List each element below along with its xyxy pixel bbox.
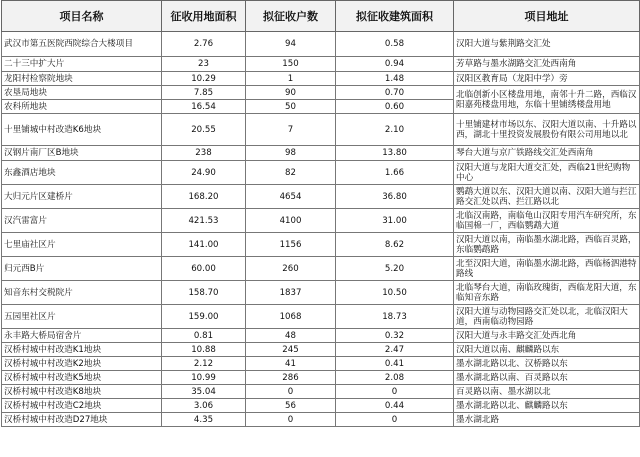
location-cell: 墨水湖北路以南、百灵路以东 [454,371,640,385]
households-cell: 1156 [246,233,336,257]
location-cell: 十里铺建材市场以东、汉阳大道以南、十升路以西，湖北十里投资发展股份有限公司用地以北 [454,114,640,146]
location-cell: 汉阳大道以南，南临墨水湖北路，西临百灵路，东临鹦鹉路 [454,233,640,257]
land-area-cell: 2.12 [162,357,246,371]
location-cell: 汉阳区教育局（龙阳中学）旁 [454,72,640,86]
land-area-cell: 20.55 [162,114,246,146]
location-cell: 百灵路以南、墨水湖以北 [454,385,640,399]
building-area-cell: 13.80 [336,146,454,161]
table-row [2,413,640,427]
location-cell: 北临汉南路，南临龟山汉阳专用汽车研究所，东临国棉一厂，西临鹦鹉大道 [454,209,640,233]
building-area-cell: 0.60 [336,100,454,114]
households-cell: 0 [246,385,336,399]
table-row [2,57,640,72]
land-area-cell: 24.90 [162,161,246,185]
building-area-cell: 0.70 [336,86,454,100]
land-area-cell: 10.99 [162,371,246,385]
project-name-cell: 汉桥村城中村改造D27地块 [2,413,162,427]
table-row [2,86,640,100]
location-cell: 汉阳大道以南、麒麟路以东 [454,343,640,357]
land-area-cell: 35.04 [162,385,246,399]
table-row [2,343,640,357]
project-name-cell: 十里铺城中村改造K6地块 [2,114,162,146]
land-area-cell: 23 [162,57,246,72]
header-project-name: 项目名称 [2,1,162,32]
project-name-cell: 农垦局地块 [2,86,162,100]
location-cell: 芳草路与墨水湖路交汇处西南角 [454,57,640,72]
project-name-cell: 汉桥村城中村改造K2地块 [2,357,162,371]
project-name-cell: 汉桥村城中村改造K5地块 [2,371,162,385]
location-cell: 琴台大道与京广铁路线交汇处西南角 [454,146,640,161]
land-area-cell: 10.88 [162,343,246,357]
land-area-cell: 159.00 [162,305,246,329]
location-cell: 墨水湖北路 [454,413,640,427]
land-area-cell: 141.00 [162,233,246,257]
header-households: 拟征收户数 [246,1,336,32]
land-area-cell: 158.70 [162,281,246,305]
building-area-cell: 0.44 [336,399,454,413]
table-row [2,32,640,57]
project-name-cell: 汉钢片南厂区B地块 [2,146,162,161]
building-area-cell: 18.73 [336,305,454,329]
households-cell: 150 [246,57,336,72]
households-cell: 82 [246,161,336,185]
table-row [2,399,640,413]
households-cell: 0 [246,413,336,427]
project-name-cell: 武汉市第五医院西院综合大楼项目 [2,32,162,57]
table-row [2,257,640,281]
building-area-cell: 0.58 [336,32,454,57]
land-area-cell: 16.54 [162,100,246,114]
building-area-cell: 1.48 [336,72,454,86]
project-name-cell: 汉桥村城中村改造K1地块 [2,343,162,357]
building-area-cell: 8.62 [336,233,454,257]
table-row [2,72,640,86]
households-cell: 98 [246,146,336,161]
land-area-cell: 10.29 [162,72,246,86]
table-row [2,305,640,329]
project-name-cell: 汉汽雷富片 [2,209,162,233]
location-cell: 墨水湖北路以北、麒麟路以东 [454,399,640,413]
households-cell: 4100 [246,209,336,233]
land-area-cell: 4.35 [162,413,246,427]
location-cell: 汉阳大道与龙阳大道交汇处，西临21世纪购物中心 [454,161,640,185]
project-name-cell: 东鑫酒店地块 [2,161,162,185]
project-name-cell: 大归元片区建桥片 [2,185,162,209]
building-area-cell: 10.50 [336,281,454,305]
land-area-cell: 7.85 [162,86,246,100]
project-name-cell: 农科所地块 [2,100,162,114]
table-row [2,371,640,385]
building-area-cell: 0 [336,413,454,427]
location-cell: 北临琴台大道，南临玫瑰街，西临龙阳大道，东临知音东路 [454,281,640,305]
project-name-cell: 汉桥村城中村改造K8地块 [2,385,162,399]
table-row [2,161,640,185]
project-name-cell: 二十三中扩大片 [2,57,162,72]
table-row [2,329,640,343]
households-cell: 245 [246,343,336,357]
table-row [2,114,640,146]
location-cell: 鹦鹉大道以东、汉阳大道以南、汉阳大道与拦江路交汇处以西、拦江路以北 [454,185,640,209]
building-area-cell: 1.66 [336,161,454,185]
building-area-cell: 0.32 [336,329,454,343]
households-cell: 1068 [246,305,336,329]
table-row [2,357,640,371]
header-row [2,1,640,32]
location-cell: 汉阳大道与紫荆路交汇处 [454,32,640,57]
building-area-cell: 2.08 [336,371,454,385]
land-area-cell: 0.81 [162,329,246,343]
households-cell: 94 [246,32,336,57]
land-area-cell: 168.20 [162,185,246,209]
table-row [2,233,640,257]
land-acquisition-table [1,0,640,427]
project-name-cell: 龙阳村检察院地块 [2,72,162,86]
households-cell: 7 [246,114,336,146]
households-cell: 41 [246,357,336,371]
location-cell: 汉阳大道与动物园路交汇处以北，北临汉阳大道，西南临动物园路 [454,305,640,329]
building-area-cell: 0 [336,385,454,399]
header-building-area: 拟征收建筑面积 [336,1,454,32]
table-body [2,32,640,427]
building-area-cell: 2.47 [336,343,454,357]
households-cell: 260 [246,257,336,281]
building-area-cell: 5.20 [336,257,454,281]
header-location: 项目地址 [454,1,640,32]
land-area-cell: 2.76 [162,32,246,57]
households-cell: 1837 [246,281,336,305]
table-row [2,209,640,233]
households-cell: 286 [246,371,336,385]
location-cell: 汉阳大道与永丰路交汇处西北角 [454,329,640,343]
table-row [2,385,640,399]
building-area-cell: 36.80 [336,185,454,209]
households-cell: 50 [246,100,336,114]
table-row [2,185,640,209]
project-name-cell: 知音东村交税院片 [2,281,162,305]
location-cell: 墨水湖北路以北、汉桥路以东 [454,357,640,371]
location-cell: 北至汉阳大道，南临墨水湖北路，西临杨泗港特路线 [454,257,640,281]
table-row [2,281,640,305]
land-area-cell: 3.06 [162,399,246,413]
households-cell: 48 [246,329,336,343]
households-cell: 1 [246,72,336,86]
land-area-cell: 421.53 [162,209,246,233]
header-land-area: 征收用地面积 [162,1,246,32]
location-cell: 北临创新小区楼盘用地，南邻十升二路，西临汉阳嘉苑楼盘用地，东临十里铺绣楼盘用地 [454,86,640,114]
building-area-cell: 0.94 [336,57,454,72]
building-area-cell: 0.41 [336,357,454,371]
project-name-cell: 七里庙社区片 [2,233,162,257]
land-area-cell: 60.00 [162,257,246,281]
project-name-cell: 五园里社区片 [2,305,162,329]
building-area-cell: 31.00 [336,209,454,233]
households-cell: 4654 [246,185,336,209]
building-area-cell: 2.10 [336,114,454,146]
project-name-cell: 汉桥村城中村改造C2地块 [2,399,162,413]
project-name-cell: 永丰路大桥局宿舍片 [2,329,162,343]
households-cell: 90 [246,86,336,100]
table-row [2,146,640,161]
land-area-cell: 238 [162,146,246,161]
project-name-cell: 归元西B片 [2,257,162,281]
households-cell: 56 [246,399,336,413]
